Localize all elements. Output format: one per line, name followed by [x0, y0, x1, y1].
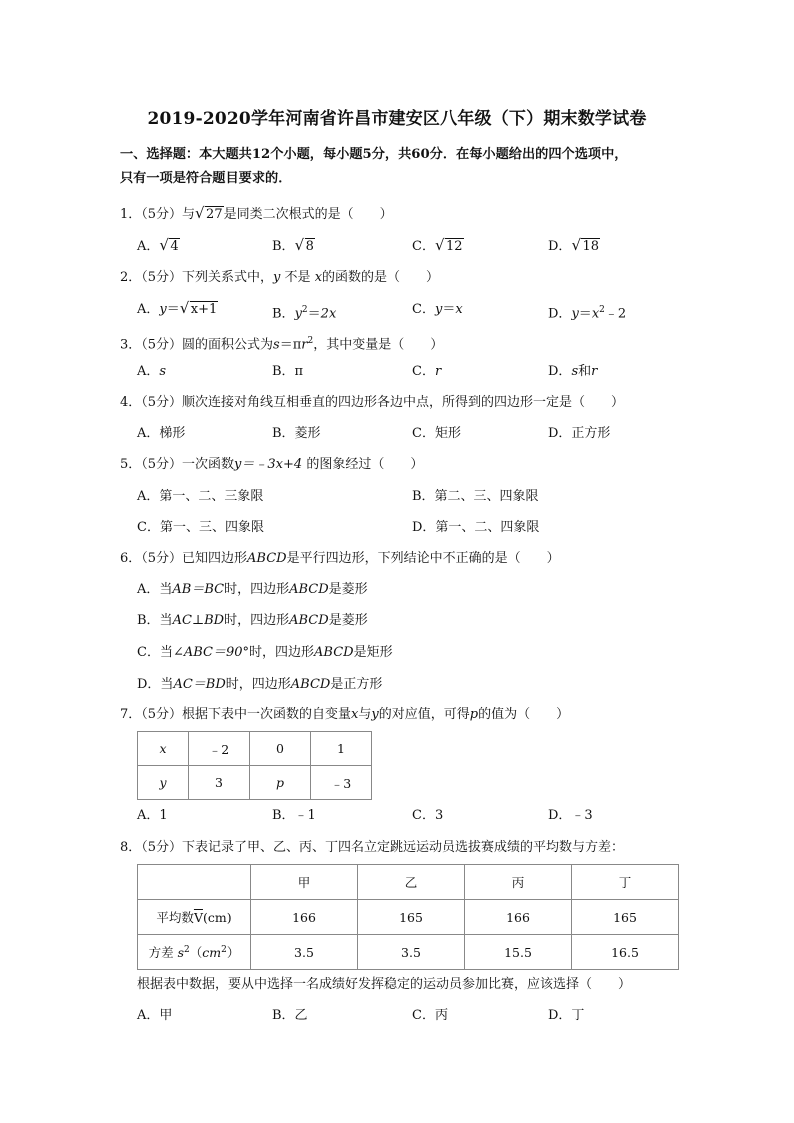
q3-option-b: B．π — [272, 364, 304, 379]
q4-option-c: C．矩形 — [412, 426, 461, 441]
table-row — [138, 732, 372, 766]
question-1: 1．（5分）与 √ 27是同类二次根式的是（ ） — [120, 205, 393, 225]
table-cell: 3.5 — [358, 935, 465, 970]
q7-option-b: B．﹣1 — [272, 808, 316, 823]
q7-option-d: D．﹣3 — [548, 808, 593, 823]
table-cell: ﹣2 — [189, 732, 250, 766]
q8-option-a: A．甲 — [137, 1008, 173, 1023]
radical: √ 27 — [196, 205, 224, 225]
q7-option-c: C．3 — [412, 808, 444, 823]
table-cell: 3 — [189, 766, 250, 800]
q1-option-a: A． √ 4 — [137, 237, 180, 257]
table-cell: 15.5 — [465, 935, 572, 970]
table-cell: 乙 — [358, 865, 465, 900]
table-cell: 1 — [311, 732, 372, 766]
table-cell: 165 — [572, 900, 679, 935]
q6-option-a: A．当AB＝BC时，四边形ABCD是菱形 — [137, 582, 368, 597]
q6-option-b: B．当AC⊥BD时，四边形ABCD是菱形 — [137, 613, 368, 628]
q2-option-c: C．y＝x — [412, 302, 463, 317]
q2-option-b: B．$y^2=2x$ — [272, 305, 337, 322]
table-cell: 甲 — [251, 865, 358, 900]
table-cell: 165 — [358, 900, 465, 935]
q3-option-c: C．r — [412, 364, 442, 379]
q5-option-d: D．第一、二、四象限 — [412, 520, 540, 535]
table-cell: y — [138, 766, 189, 800]
q4-option-b: B．菱形 — [272, 426, 321, 441]
q1-option-b: B． √ 8 — [272, 237, 315, 257]
table-cell: 3.5 — [251, 935, 358, 970]
q3-option-a: A．s — [137, 364, 167, 379]
table-row — [138, 935, 679, 970]
q7-table — [137, 731, 372, 800]
question-7: 7．（5分）根据下表中一次函数的自变量x与y的对应值，可得p的值为（ ） — [120, 707, 570, 722]
q8-option-d: D．丁 — [548, 1008, 585, 1023]
q8-option-b: B．乙 — [272, 1008, 308, 1023]
table-cell: 166 — [251, 900, 358, 935]
table-cell: 166 — [465, 900, 572, 935]
q1-option-c: C． √ 12 — [412, 237, 464, 257]
section-header-line2: 只有一项是符合题目要求的． — [120, 171, 292, 186]
table-cell: 丙 — [465, 865, 572, 900]
table-row — [138, 900, 679, 935]
q4-option-a: A．梯形 — [137, 426, 186, 441]
q4-option-d: D．正方形 — [548, 426, 611, 441]
table-cell: 平均数$\overline{V}(cm)$ — [138, 900, 251, 935]
question-4: 4．（5分）顺次连接对角线互相垂直的四边形各边中点，所得到的四边形一定是（ ） — [120, 395, 625, 410]
table-cell: 0 — [250, 732, 311, 766]
q5-option-a: A．第一、二、三象限 — [137, 489, 264, 504]
q8-table — [137, 864, 679, 970]
q1-option-d: D． √ 18 — [548, 237, 600, 257]
q3-option-d: D．s和r — [548, 364, 598, 379]
q2-option-a: A．y＝ √ x+1 — [137, 300, 218, 320]
q6-option-d: D．当AC＝BD时，四边形ABCD是正方形 — [137, 677, 383, 692]
q8-option-c: C．丙 — [412, 1008, 448, 1023]
q5-option-b: B．第二、三、四象限 — [412, 489, 539, 504]
q6-option-c: C．当∠ABC＝90°时，四边形ABCD是矩形 — [137, 645, 393, 660]
table-cell: x — [138, 732, 189, 766]
q5-option-c: C．第一、三、四象限 — [137, 520, 264, 535]
q7-option-a: A．1 — [137, 808, 168, 823]
question-2: 2．（5分）下列关系式中，y 不是 x的函数的是（ ） — [120, 270, 440, 285]
question-5: 5．（5分）一次函数y＝﹣3x+4 的图象经过（ ） — [120, 457, 424, 472]
table-cell: 16.5 — [572, 935, 679, 970]
table-row — [138, 766, 372, 800]
table-cell — [138, 865, 251, 900]
table-cell: 丁 — [572, 865, 679, 900]
question-8: 8．（5分）下表记录了甲、乙、丙、丁四名立定跳远运动员选拔赛成绩的平均数与方差： — [120, 840, 625, 855]
question-3: 3．（5分）圆的面积公式为$s=\pi r^2$，其中变量是（ ） — [120, 336, 444, 353]
table-cell: 方差 $s^2(cm^2)$ — [138, 935, 251, 970]
table-cell: ﹣3 — [311, 766, 372, 800]
table-row — [138, 865, 679, 900]
page-title: 2019-2020学年河南省许昌市建安区八年级（下）期末数学试卷 — [147, 109, 647, 129]
section-header — [120, 143, 680, 191]
q8-followup: 根据表中数据，要从中选择一名成绩好发挥稳定的运动员参加比赛，应该选择（ ） — [137, 977, 632, 992]
q2-option-d: D．$y=x^2﹣2$ — [548, 305, 627, 322]
question-6: 6．（5分）已知四边形ABCD是平行四边形，下列结论中不正确的是（ ） — [120, 551, 560, 566]
section-header-line1: 一、选择题：本大题共12个小题，每小题5分，共60分．在每小题给出的四个选项中， — [120, 147, 628, 162]
table-cell: p — [250, 766, 311, 800]
